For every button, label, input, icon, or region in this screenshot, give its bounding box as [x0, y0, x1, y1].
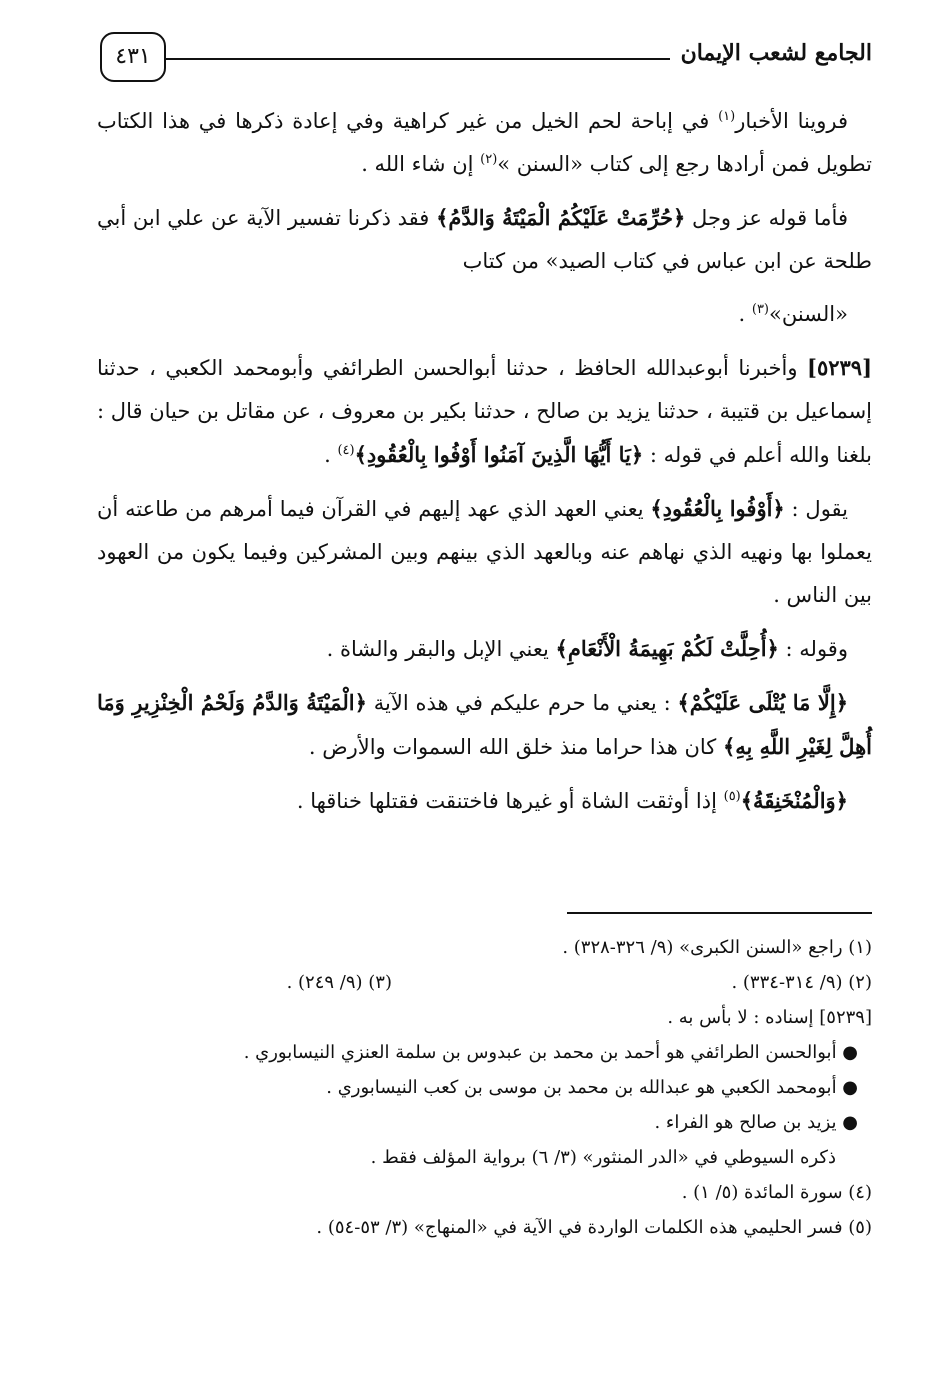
footnote-ref-5: (٥) [723, 789, 741, 804]
footnote-5: (٥) فسر الحليمي هذه الكلمات الواردة في الآية في «المنهاج» (٣/ ٥٣-٥٤) . [316, 1217, 872, 1238]
paragraph-2: فأما قوله عز وجل ﴿حُرِّمَتْ عَلَيْكُمُ الْمَيْتَةُ وَالدَّمُ﴾ فقد ذكرنا تفسير الآية عن علي ابن أبي طلحة عن ابن عباس في كتاب الصيد» من كتاب [97, 205, 872, 273]
paragraph-5: يقول : ﴿أَوْفُوا بِالْعُقُودِ﴾ يعني العهد الذي عهد إليهم في القرآن فيما أمرهم من طاعته أن يعملوا بها ونهيه الذي نهاهم عنه وبالعهد الذي بينهم وبين المشركين وفيما يكون من العهود بين الناس . [97, 496, 872, 607]
quran-quote: ﴿حُرِّمَتْ عَلَيْكُمُ الْمَيْتَةُ وَالدَّمُ﴾ [436, 205, 686, 230]
quran-quote: ﴿الْمَيْتَةُ وَالدَّمُ وَلَحْمُ الْخِنْزِيرِ وَمَا أُهِلَّ لِغَيْرِ اللَّهِ بِهِ﴾ [97, 690, 872, 759]
footnote-ref-3: (٣) [751, 302, 769, 317]
footnote-separator [567, 912, 872, 914]
quran-quote: ﴿يَا أَيُّهَا الَّذِينَ آمَنُوا أَوْفُوا بِالْعُقُودِ﴾ [354, 442, 644, 467]
paragraph-1: فروينا الأخبار$^{(١)}$ في إباحة لحم الخيل من غير كراهية وفي إعادة ذكرها في هذا الكتاب تطويل فمن أرادها رجع إلى كتاب «السنن »$^{(٢)}$ إن شاء الله . [97, 109, 872, 176]
paragraph-3: «السنن»$^{(٣)}$ . [738, 302, 848, 326]
quran-quote: ﴿أُحِلَّتْ لَكُمْ بَهِيمَةُ الْأَنْعَامِ﴾ [555, 636, 779, 661]
paragraph-7: ﴿إِلَّا مَا يُتْلَى عَلَيْكُمْ﴾ : يعني ما حرم عليكم في هذه الآية ﴿الْمَيْتَةُ وَالدَّمُ وَلَحْمُ الْخِنْزِيرِ وَمَا أُهِلَّ لِغَيْرِ اللَّهِ بِهِ﴾ كان هذا حراما منذ خلق الله السموات والأرض . [97, 690, 872, 759]
paragraph-hadith: [٥٢٣٩] وأخبرنا أبوعبدالله الحافظ ، حدثنا أبوالحسن الطرائفي وأبومحمد الكعبي ، حدثنا إسماعيل بن قتيبة ، حدثنا يزيد بن صالح ، حدثنا بكير بن معروف ، عن مقاتل بن حيان قال : بلغنا والله أعلم في قوله : ﴿يَا أَيُّهَا الَّذِينَ آمَنُوا أَوْفُوا بِالْعُقُودِ﴾$^{(٤)}$ . [97, 355, 872, 467]
footnote-4: (٤) سورة المائدة (٥/ ١) . [681, 1182, 872, 1203]
paragraph-6: وقوله : ﴿أُحِلَّتْ لَكُمْ بَهِيمَةُ الْأَنْعَامِ﴾ يعني الإبل والبقر والشاة . [326, 636, 848, 661]
main-text [97, 100, 872, 833]
footnote-ref-2: (٢) [480, 152, 498, 167]
header-rule [165, 58, 670, 60]
footnote-2: (٢) (٩/ ٣١٤-٣٣٤) . [731, 972, 872, 993]
footnote-hadith-tail: ذكره السيوطي في «الدر المنثور» (٣/ ٦) برواية المؤلف فقط . [370, 1147, 836, 1168]
running-head-title: الجامع لشعب الإيمان [680, 40, 872, 66]
paragraph-8: ﴿وَالْمُنْخَنِقَةُ﴾$^{(٥)}$ إذا أوثقت الشاة أو غيرها فاختنقت فقتلها خناقها . [296, 788, 848, 813]
footnote-ref-4: (٤) [337, 443, 355, 458]
footnote-bullet-3: ● يزيد بن صالح هو الفراء . [654, 1112, 858, 1133]
quran-quote: ﴿إِلَّا مَا يُتْلَى عَلَيْكُمْ﴾ [677, 690, 848, 715]
footnote-row-2-3 [97, 965, 872, 1000]
footnote-3: (٣) (٩/ ٢٤٩) . [286, 972, 392, 993]
footnote-ref-1: (١) [718, 109, 736, 124]
footnote-1: (١) راجع «السنن الكبرى» (٩/ ٣٢٦-٣٢٨) . [562, 937, 872, 958]
quran-quote: ﴿أَوْفُوا بِالْعُقُودِ﴾ [650, 496, 785, 521]
footnotes [97, 930, 872, 1245]
footnote-bullet-2: ● أبومحمد الكعبي هو عبدالله بن محمد بن موسى بن كعب النيسابوري . [326, 1077, 858, 1098]
quran-quote: ﴿وَالْمُنْخَنِقَةُ﴾ [740, 788, 848, 813]
page-number: ٤٣١ [100, 32, 166, 82]
hadith-number: [٥٢٣٩] [807, 355, 872, 380]
footnote-hadith-head: [٥٢٣٩] إسناده : لا بأس به . [667, 1007, 872, 1028]
footnote-bullet-1: ● أبوالحسن الطرائفي هو أحمد بن محمد بن عبدوس بن سلمة العنزي النيسابوري . [243, 1042, 858, 1063]
